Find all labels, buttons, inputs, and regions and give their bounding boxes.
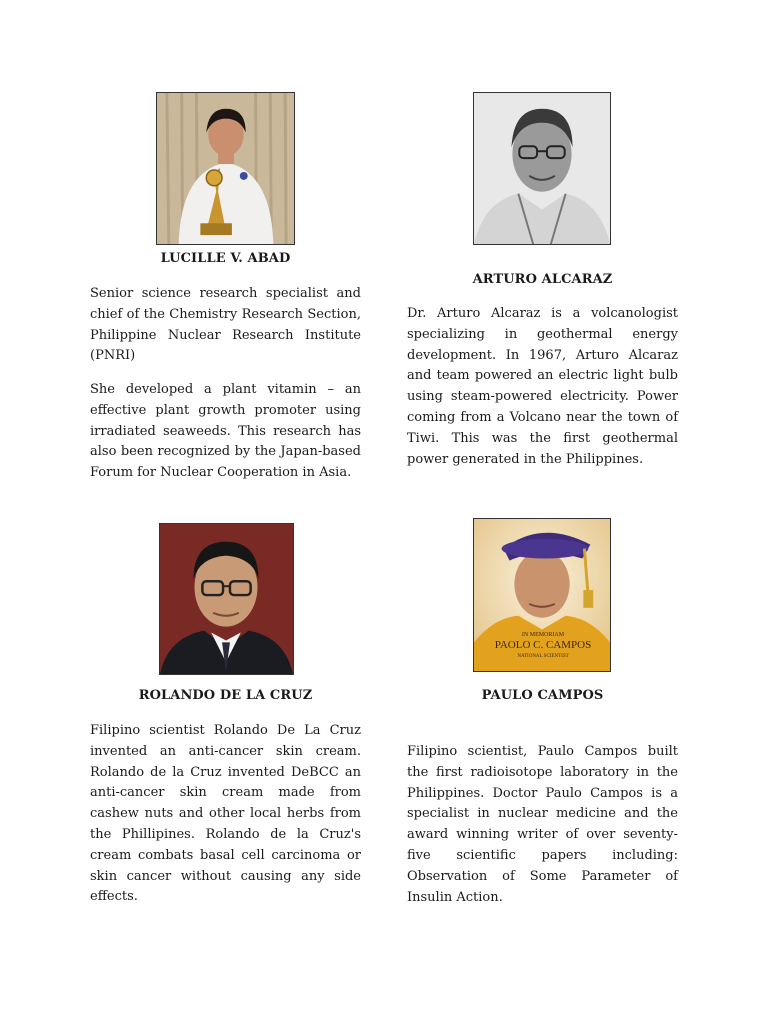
scientist-description: She developed a plant vitamin – an effective plant growth promoter using irradiated seaweeds. This research has also been recognized by the Japan-based Forum for Nuclear Cooperation in Asia. (90, 382, 361, 481)
photo-lucille-abad (156, 92, 295, 245)
photo-arturo-alcaraz (473, 92, 611, 245)
scientist-name: ARTURO ALCARAZ (472, 272, 613, 287)
scientist-name: LUCILLE V. ABAD (160, 251, 291, 266)
scientist-description: Senior science research specialist and chief of the Chemistry Research Section, Philippine Nuclear Research Institute (PNRI) (90, 286, 361, 364)
scientist-description: Filipino scientist, Paulo Campos built the first radioisotope laboratory in the Philippines. Doctor Paulo Campos is a specialist in nuclear medicine and the award winning writer of over seventy-five scientific papers including: Observation of Some Parameter of Insulin Action. (407, 744, 678, 905)
photo-caption-line2: PAOLO C. CAMPOS (494, 639, 592, 651)
portrait-photo-icon (160, 524, 293, 674)
portrait-photo-icon (157, 93, 294, 244)
scientist-name: ROLANDO DE LA CRUZ (138, 688, 313, 703)
photo-rolando-de-la-cruz (159, 523, 294, 675)
scientist-description: Filipino scientist Rolando De La Cruz invented an anti-cancer skin cream. Rolando de la Cruz invented DeBCC an anti-cancer skin cream made from cashew nuts and other local herbs from the Phillipines. Rolando de la Cruz's cream combats basal cell carcinoma or skin cancer without causing any side effects. (90, 723, 361, 905)
photo-caption-line1: IN MEMORIAM (521, 632, 565, 638)
photo-caption-line3: NATIONAL SCIENTIST (517, 654, 569, 659)
portrait-photo-icon (474, 93, 610, 244)
scientist-name: PAULO CAMPOS (481, 688, 604, 703)
scientist-description: Dr. Arturo Alcaraz is a volcanologist specializing in geothermal energy development. In 1967, Arturo Alcaraz and team powered an electric light bulb using steam-powered electricity. Power coming from a Volcano near the town of Tiwi. This was the first geothermal power generated in the Philippines. (407, 306, 678, 467)
photo-paulo-campos (473, 518, 611, 672)
